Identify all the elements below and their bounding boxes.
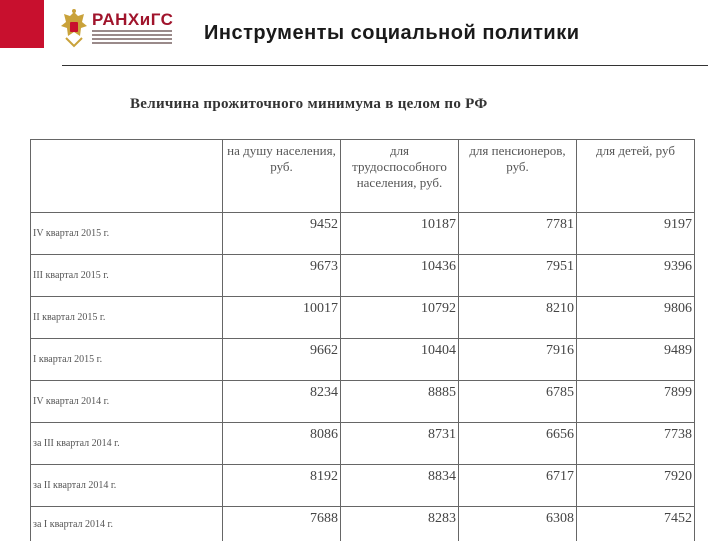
column-header-pensioners: для пенсионеров, руб. [459,140,577,213]
row-label: II квартал 2015 г. [31,297,223,339]
row-label: за III квартал 2014 г. [31,423,223,465]
double-headed-eagle-icon [60,8,88,48]
cell-pensioners: 6308 [459,507,577,541]
row-label: IV квартал 2014 г. [31,381,223,423]
slide-title: Инструменты социальной политики [204,22,580,45]
table-row [31,423,695,465]
cell-pensioners: 7916 [459,339,577,381]
table-header-row [31,140,695,213]
cell-per-capita: 8086 [223,423,341,465]
cell-pensioners: 6717 [459,465,577,507]
table-title: Величина прожиточного минимума в целом по РФ [130,96,488,113]
cell-per-capita: 9662 [223,339,341,381]
table-row [31,339,695,381]
row-label: III квартал 2015 г. [31,255,223,297]
table-row [31,213,695,255]
logo-wordmark: РАНХиГС [92,10,173,30]
cell-working-age: 10792 [341,297,459,339]
cell-children: 9197 [577,213,695,255]
cell-working-age: 10436 [341,255,459,297]
ranepa-logo [60,8,180,52]
cell-pensioners: 7951 [459,255,577,297]
column-header-working-age: для трудоспособного населения, руб. [341,140,459,213]
table-row [31,381,695,423]
cell-pensioners: 7781 [459,213,577,255]
cell-children: 9806 [577,297,695,339]
cell-children: 7452 [577,507,695,541]
cell-per-capita: 10017 [223,297,341,339]
subsistence-minimum-table [30,139,695,541]
cell-working-age: 8283 [341,507,459,541]
cell-working-age: 10404 [341,339,459,381]
table-row [31,255,695,297]
cell-children: 7920 [577,465,695,507]
table-row [31,297,695,339]
cell-working-age: 8731 [341,423,459,465]
row-label: IV квартал 2015 г. [31,213,223,255]
column-header-period [31,140,223,213]
cell-pensioners: 6785 [459,381,577,423]
cell-children: 7738 [577,423,695,465]
cell-children: 9489 [577,339,695,381]
cell-children: 9396 [577,255,695,297]
cell-per-capita: 8234 [223,381,341,423]
header-divider [62,65,708,66]
row-label: за II квартал 2014 г. [31,465,223,507]
cell-pensioners: 8210 [459,297,577,339]
cell-working-age: 10187 [341,213,459,255]
cell-per-capita: 8192 [223,465,341,507]
table-row [31,465,695,507]
cell-working-age: 8834 [341,465,459,507]
accent-bar [0,0,44,48]
cell-per-capita: 9673 [223,255,341,297]
cell-pensioners: 6656 [459,423,577,465]
cell-children: 7899 [577,381,695,423]
logo-subtitle-lines [92,30,172,48]
column-header-per-capita: на душу населения, руб. [223,140,341,213]
row-label: I квартал 2015 г. [31,339,223,381]
cell-working-age: 8885 [341,381,459,423]
cell-per-capita: 7688 [223,507,341,541]
table-row [31,507,695,541]
column-header-children: для детей, руб [577,140,695,213]
row-label: за I квартал 2014 г. [31,507,223,541]
cell-per-capita: 9452 [223,213,341,255]
